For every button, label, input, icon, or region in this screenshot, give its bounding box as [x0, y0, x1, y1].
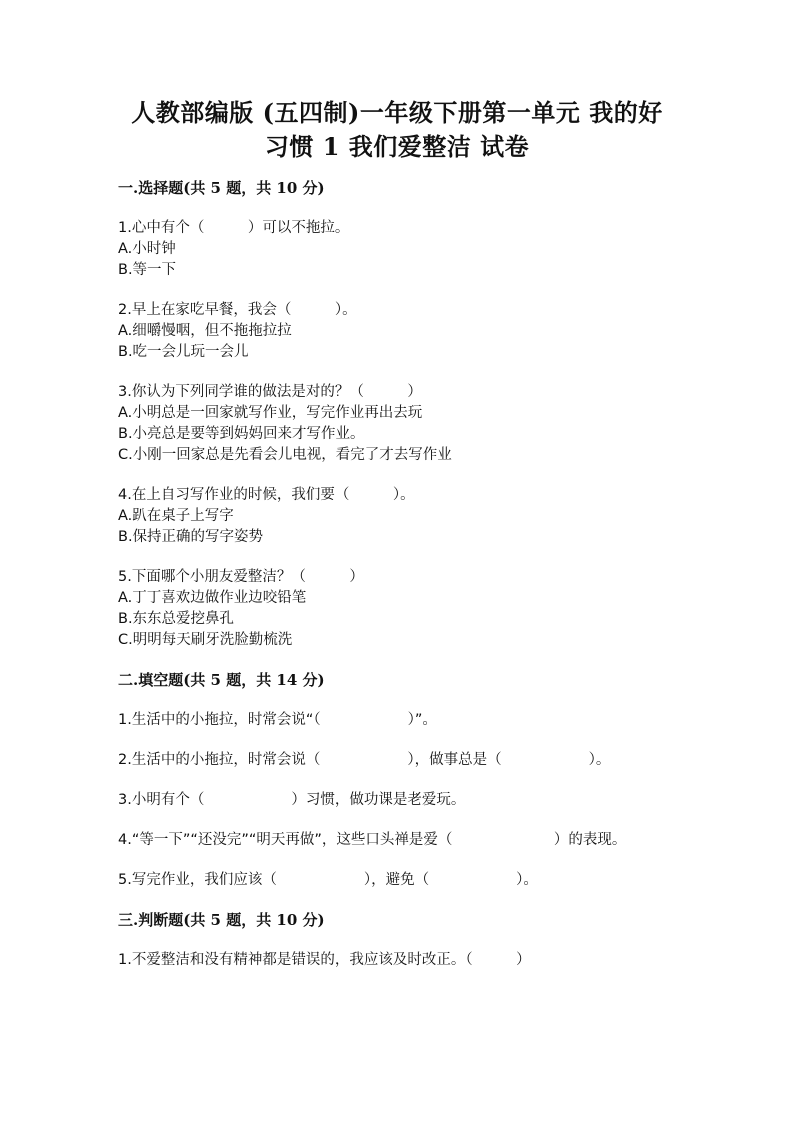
option-a: A.趴在桌子上写字: [118, 508, 234, 524]
title-line-1: 人教部编版 (五四制)一年级下册第一单元 我的好: [131, 98, 663, 127]
question-judge-1: [118, 950, 683, 971]
question-text: 4.“等一下”“还没完”“明天再做”，这些口头禅是爱（ ）的表现。: [118, 832, 627, 848]
option-b: B.等一下: [118, 262, 177, 278]
option-b: B.小亮总是要等到妈妈回来才写作业。: [118, 426, 365, 442]
option-b: B.保持正确的写字姿势: [118, 529, 264, 545]
question-text: 2.生活中的小拖拉，时常会说（ ），做事总是（ ）。: [118, 752, 611, 768]
title-line-2: 习惯 1 我们爱整洁 试卷: [264, 132, 530, 161]
question-text: 1.心中有个（ ）可以不拖拉。: [118, 220, 350, 236]
section-heading-choice: 一.选择题(共 5 题，共 10 分): [118, 179, 325, 197]
option-c: C.小刚一回家总是先看会儿电视，看完了才去写作业: [118, 447, 452, 463]
option-a: A.丁丁喜欢边做作业边咬铅笔: [118, 590, 307, 606]
question-text: 2.早上在家吃早餐，我会（ ）。: [118, 302, 357, 318]
question-text: 3.你认为下列同学谁的做法是对的？（ ）: [118, 384, 422, 400]
section-heading-judge: 三.判断题(共 5 题，共 10 分): [118, 911, 325, 929]
exam-content: [118, 178, 683, 971]
question-choice-2: [118, 300, 683, 363]
question-text: 3.小明有个（ ）习惯，做功课是老爱玩。: [118, 792, 466, 808]
option-b: B.东东总爱挖鼻孔: [118, 611, 235, 627]
question-fill-5: [118, 870, 683, 891]
option-a: A.细嚼慢咽，但不拖拖拉拉: [118, 323, 292, 339]
question-fill-1: [118, 710, 683, 731]
option-a: A.小明总是一回家就写作业，写完作业再出去玩: [118, 405, 423, 421]
section-heading-fill: 二.填空题(共 5 题，共 14 分): [118, 671, 325, 689]
exam-title: [0, 96, 794, 164]
question-choice-4: [118, 485, 683, 548]
question-fill-4: [118, 830, 683, 851]
question-text: 5.写完作业，我们应该（ ），避免（ ）。: [118, 872, 538, 888]
question-text: 1.不爱整洁和没有精神都是错误的，我应该及时改正。（ ）: [118, 952, 531, 968]
question-text: 5.下面哪个小朋友爱整洁？（ ）: [118, 569, 364, 585]
question-text: 1.生活中的小拖拉，时常会说“（ ）”。: [118, 712, 437, 728]
question-text: 4.在上自习写作业的时候，我们要（ ）。: [118, 487, 415, 503]
question-fill-2: [118, 750, 683, 771]
question-choice-5: [118, 567, 683, 651]
option-c: C.明明每天刷牙洗脸勤梳洗: [118, 632, 293, 648]
question-fill-3: [118, 790, 683, 811]
option-a: A.小时钟: [118, 241, 176, 257]
option-b: B.吃一会儿玩一会儿: [118, 344, 249, 360]
question-choice-3: [118, 382, 683, 466]
question-choice-1: [118, 218, 683, 281]
